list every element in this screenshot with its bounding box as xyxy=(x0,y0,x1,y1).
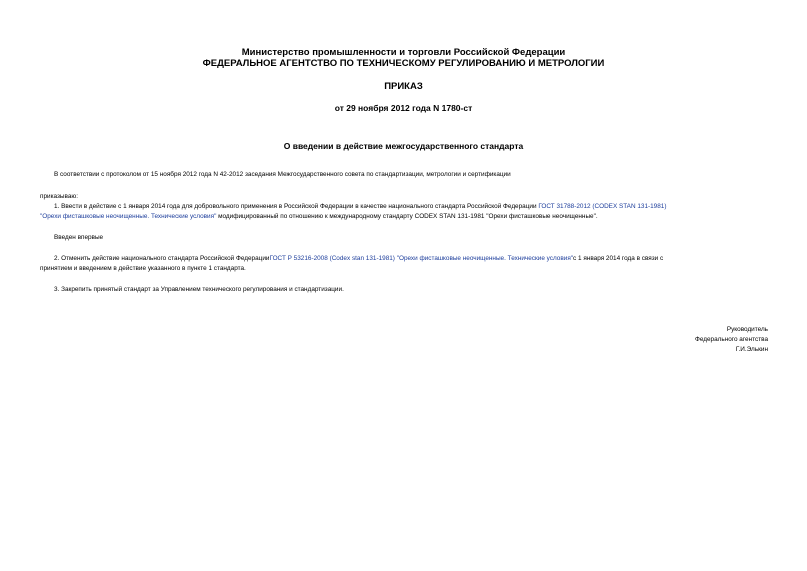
item1-line2 xyxy=(40,212,769,222)
item2-text-a: 2. Отменить действие национального стандарта Российской Федерации xyxy=(54,255,270,262)
item2-line2: принятием и введением в действие указанного в пункте 1 стандарта. xyxy=(40,265,246,272)
item2-standard-link[interactable]: ГОСТ Р 53216-2008 (Codex stan 131-1981) "Орехи фисташковые неочищенные. Технические условия" xyxy=(269,255,574,262)
agency-title: ФЕДЕРАЛЬНОЕ АГЕНТСТВО ПО ТЕХНИЧЕСКОМУ РЕГУЛИРОВАНИЮ И МЕТРОЛОГИИ xyxy=(202,58,605,69)
order-word: приказываю: xyxy=(40,193,78,200)
item3-text: 3. Закрепить принятый стандарт за Управлением технического регулирования и стандартизации. xyxy=(54,286,344,293)
document-subject: О введении в действие межгосударственного стандарта xyxy=(283,141,524,151)
preamble-text: В соответствии с протоколом от 15 ноября 2012 года N 42-2012 заседания Межгосударственного совета по стандартизации, метрологии и сертификации xyxy=(54,171,511,178)
item1-line1 xyxy=(40,202,769,212)
signature-organization: Федерального агентства xyxy=(694,336,768,343)
item2-line1 xyxy=(40,254,769,264)
item1-text-a: 1. Ввести в действие с 1 января 2014 года для добровольного применения в Российской Федерации в качестве национального стандарта Российской Федерации xyxy=(54,203,539,210)
introduced-first-paragraph xyxy=(40,233,769,243)
item1-standard-link[interactable]: ГОСТ 31788-2012 (CODEX STAN 131-1981) xyxy=(538,203,667,210)
ministry-title: Министерство промышленности и торговли Российской Федерации xyxy=(241,47,566,58)
signature-position: Руководитель xyxy=(726,326,768,333)
introduced-first: Введен впервые xyxy=(54,234,104,241)
item2-text-b: с 1 января 2014 года в связи с xyxy=(573,255,664,262)
signature-name: Г.И.Элькин xyxy=(735,346,768,353)
document-date-number: от 29 ноября 2012 года N 1780-ст xyxy=(334,103,473,113)
item1-text-b: модифицированный по отношению к международному стандарту CODEX STAN 131-1981 "Орехи фисташковые неочищенные". xyxy=(216,213,598,220)
document-type: ПРИКАЗ xyxy=(384,81,423,92)
preamble-paragraph xyxy=(40,170,769,180)
item3-paragraph xyxy=(40,285,769,295)
item1-title-link[interactable]: "Орехи фисташковые неочищенные. Технические условия" xyxy=(40,213,217,220)
